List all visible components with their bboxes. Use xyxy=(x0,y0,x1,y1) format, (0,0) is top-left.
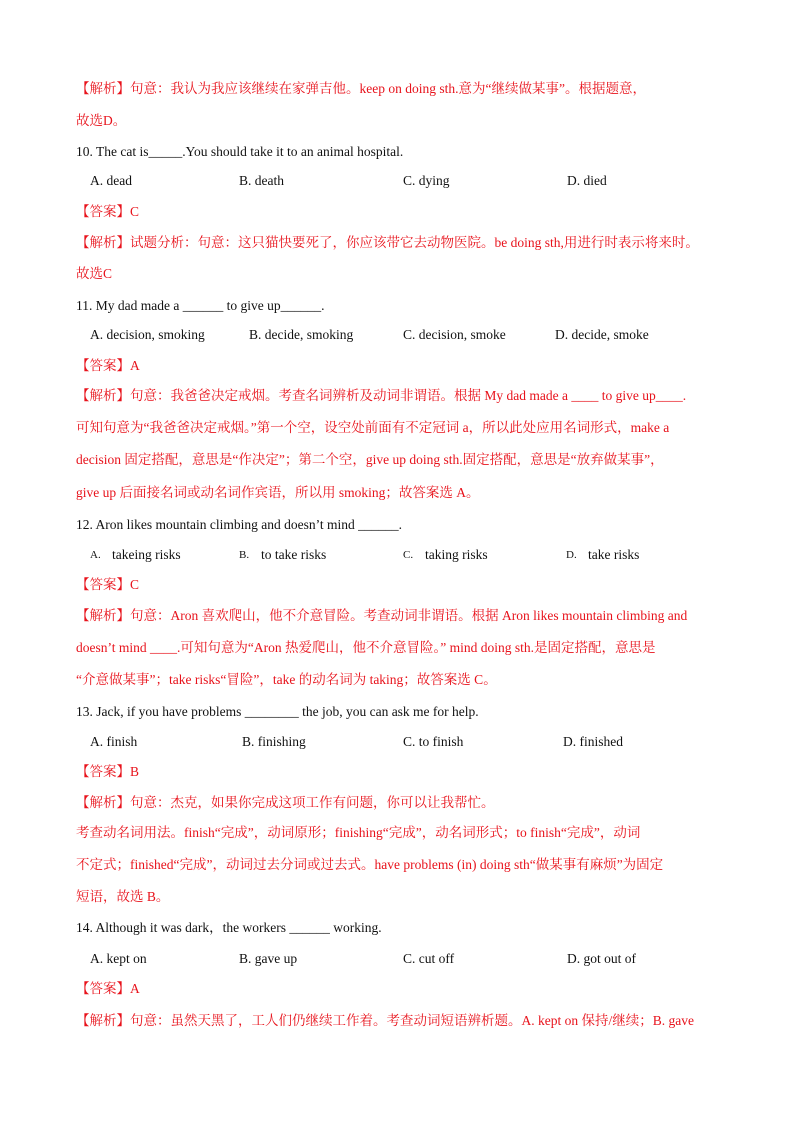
option-b: B. death xyxy=(239,173,284,188)
option-c: C. decision, smoke xyxy=(403,327,506,342)
analysis-text: “介意做某事”；take risks“冒险”，take 的动名词为 taking；故答案选 C。 xyxy=(76,672,497,687)
answer-label: 【答案】B xyxy=(76,764,140,779)
option-d: D. died xyxy=(567,173,607,188)
analysis-text: decision 固定搭配，意思是“作决定”；第二个空，give up doing sth.固定搭配，意思是“放弃做某事”， xyxy=(76,452,664,467)
option-a: takeing risks xyxy=(112,547,181,562)
analysis-text: 【解析】句意：Aron 喜欢爬山，他不介意冒险。考查动词非谓语。根据 Aron likes mountain climbing and xyxy=(76,608,688,623)
analysis-text: 故选C xyxy=(76,266,113,281)
option-b: to take risks xyxy=(261,547,327,562)
analysis-text: 【解析】句意：虽然天黑了，工人们仍继续工作着。考查动词短语辨析题。A. kept on 保持/继续；B. gave xyxy=(76,1013,694,1028)
option-b: B. gave up xyxy=(239,951,298,966)
question-14: 14. Although it was dark，the workers ______ working. xyxy=(76,920,382,935)
option-b: B. decide, smoking xyxy=(249,327,354,342)
analysis-text: 可知句意为“我爸爸决定戒烟。”第一个空，设空处前面有不定冠词 a，所以此处应用名词形式，make a xyxy=(76,420,670,435)
option-d: take risks xyxy=(588,547,640,562)
option-a: A. dead xyxy=(90,173,132,188)
option-a: A. finish xyxy=(90,734,138,749)
question-10: 10. The cat is_____.You should take it to an animal hospital. xyxy=(76,144,404,159)
question-13: 13. Jack, if you have problems ________ the job, you can ask me for help. xyxy=(76,704,479,719)
option-d-letter: D. xyxy=(566,549,577,561)
analysis-text: doesn’t mind ____.可知句意为“Aron 热爱爬山，他不介意冒险。” mind doing sth.是固定搭配，意思是 xyxy=(76,640,656,655)
analysis-text: give up 后面接名词或动名词作宾语，所以用 smoking；故答案选 A。 xyxy=(76,485,480,500)
option-d: D. finished xyxy=(563,734,623,749)
answer-label: 【答案】A xyxy=(76,358,140,373)
option-a: A. kept on xyxy=(90,951,147,966)
option-d: D. decide, smoke xyxy=(555,327,649,342)
analysis-text: 【解析】句意：我认为我应该继续在家弹吉他。keep on doing sth.意为“继续做某事”。根据题意， xyxy=(76,81,646,96)
analysis-text: 考查动名词用法。finish“完成”，动词原形；finishing“完成”，动名词形式；to finish“完成”，动词 xyxy=(76,825,641,840)
analysis-text: 【解析】句意：杰克，如果你完成这项工作有问题，你可以让我帮忙。 xyxy=(76,795,495,810)
analysis-text: 【解析】试题分析：句意：这只猫快要死了，你应该带它去动物医院。be doing sth,用进行时表示将来时。 xyxy=(76,235,699,250)
option-c: C. cut off xyxy=(403,951,455,966)
question-11: 11. My dad made a ______ to give up______. xyxy=(76,298,325,313)
option-b: B. finishing xyxy=(242,734,306,749)
answer-label: 【答案】A xyxy=(76,981,140,996)
analysis-text: 不定式；finished“完成”，动词过去分词或过去式。have problems (in) doing sth“做某事有麻烦”为固定 xyxy=(76,857,664,872)
option-b-letter: B. xyxy=(239,549,250,561)
answer-label: 【答案】C xyxy=(76,577,140,592)
option-c: C. to finish xyxy=(403,734,464,749)
option-a: A. decision, smoking xyxy=(90,327,205,342)
option-d: D. got out of xyxy=(567,951,636,966)
option-a-letter: A. xyxy=(90,549,101,561)
analysis-text: 故选D。 xyxy=(76,113,127,128)
option-c: taking risks xyxy=(425,547,488,562)
answer-label: 【答案】C xyxy=(76,204,140,219)
option-c-letter: C. xyxy=(403,549,414,561)
question-12: 12. Aron likes mountain climbing and doesn’t mind ______. xyxy=(76,517,402,532)
analysis-text: 【解析】句意：我爸爸决定戒烟。考查名词辨析及动词非谓语。根据 My dad made a ____ to give up____. xyxy=(76,388,687,403)
analysis-text: 短语，故选 B。 xyxy=(76,889,170,904)
option-c: C. dying xyxy=(403,173,450,188)
